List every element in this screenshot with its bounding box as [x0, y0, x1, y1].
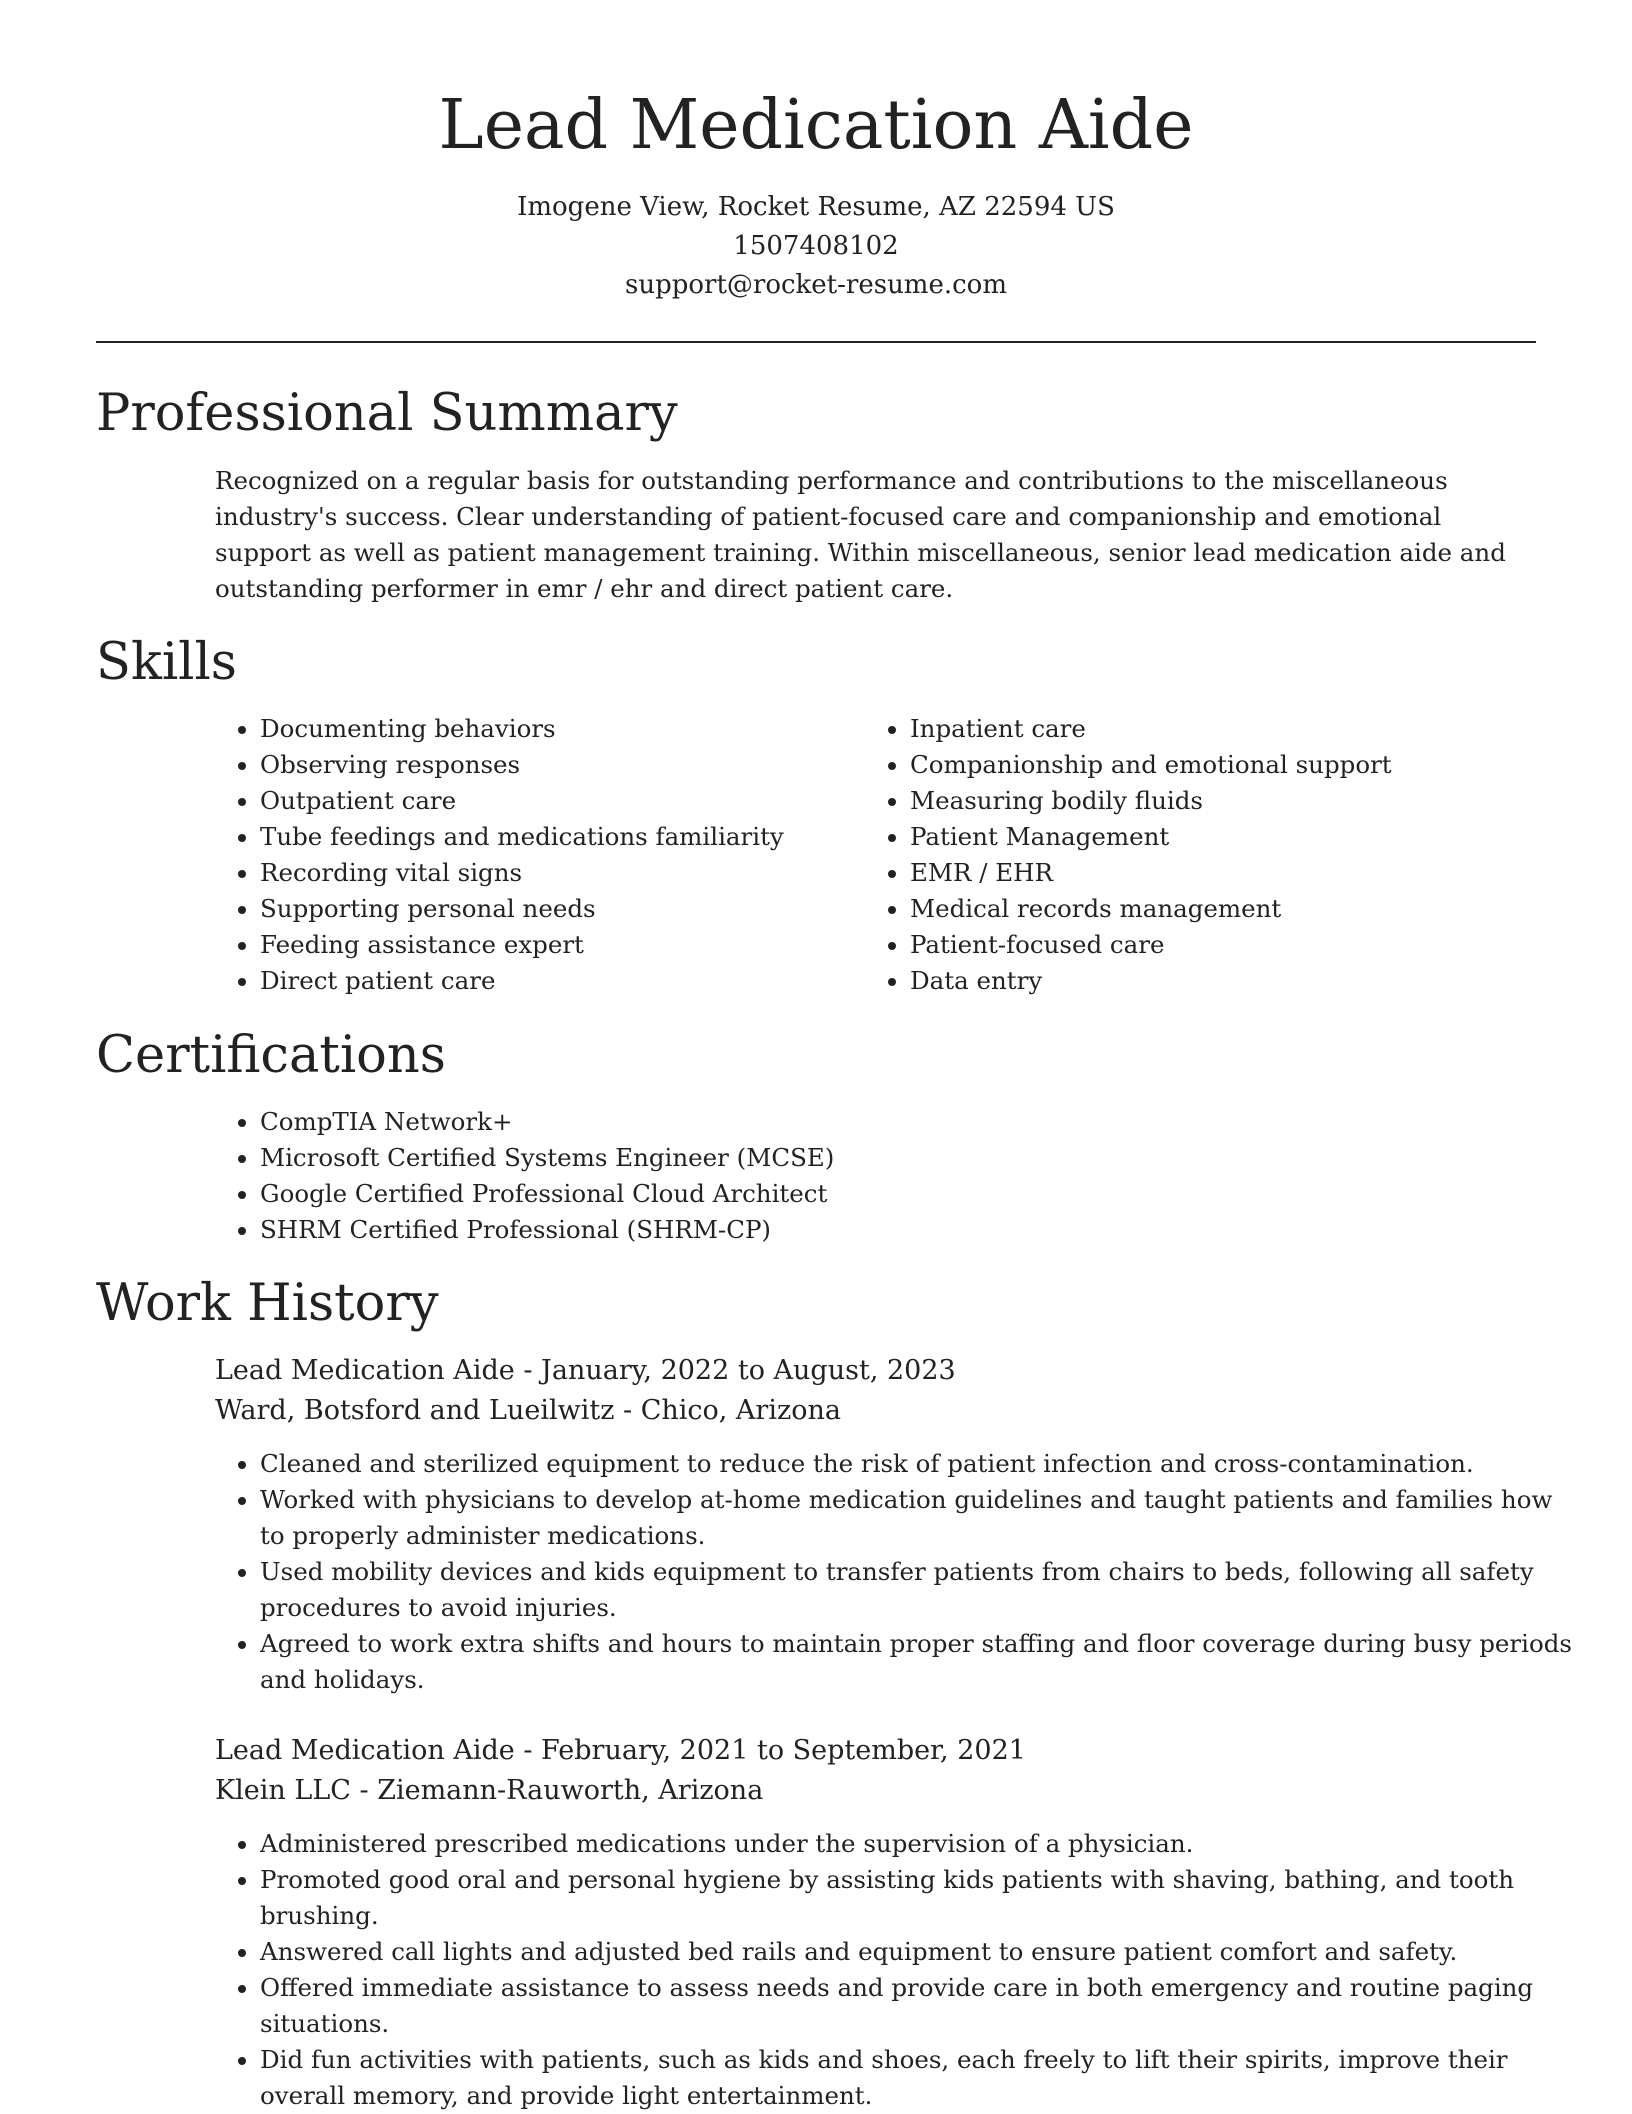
skills-list-left — [215, 711, 820, 999]
resume-header — [96, 78, 1536, 305]
certification-item: • Google Certified Professional Cloud Architect — [260, 1176, 1580, 1212]
job-bullet: • Administered prescribed medications under the supervision of a physician. — [260, 1826, 1580, 1862]
skill-item: • Tube feedings and medications familiarity — [260, 819, 820, 855]
skill-item: • Companionship and emotional support — [910, 747, 1570, 783]
job-bullet: • Agreed to work extra shifts and hours to maintain proper staffing and floor coverage during busy periods and holidays. — [260, 1626, 1580, 1698]
job-bullet: • Used mobility devices and kids equipment to transfer patients from chairs to beds, following all safety procedures to avoid injuries. — [260, 1554, 1580, 1626]
certification-item: • CompTIA Network+ — [260, 1104, 1580, 1140]
contact-address: Imogene View, Rocket Resume, AZ 22594 US — [517, 192, 1115, 222]
job-bullets — [215, 1826, 1580, 2114]
certifications-list — [215, 1104, 1580, 1248]
job-bullet: • Promoted good oral and personal hygiene by assisting kids patients with shaving, bathing, and tooth brushing. — [260, 1862, 1580, 1934]
job-bullet: • Cleaned and sterilized equipment to reduce the risk of patient infection and cross-contamination. — [260, 1446, 1580, 1482]
job-bullet: • Answered call lights and adjusted bed rails and equipment to ensure patient comfort and safety. — [260, 1934, 1580, 1970]
job-bullet: • Worked with physicians to develop at-home medication guidelines and taught patients and families how to properly administer medications. — [260, 1482, 1580, 1554]
job-bullets — [215, 1446, 1580, 1698]
skill-item: • Patient Management — [910, 819, 1570, 855]
summary-heading: Professional Summary — [96, 384, 678, 443]
skill-item: • Medical records management — [910, 891, 1570, 927]
contact-email: support@rocket-resume.com — [624, 270, 1007, 300]
skill-item: • Data entry — [910, 963, 1570, 999]
skill-item: • Direct patient care — [260, 963, 820, 999]
skill-item: • Supporting personal needs — [260, 891, 820, 927]
skill-item: • Measuring bodily fluids — [910, 783, 1570, 819]
skill-item: • Patient-focused care — [910, 927, 1570, 963]
header-divider — [96, 341, 1536, 343]
contact-block — [96, 188, 1536, 305]
job-bullet: • Offered immediate assistance to assess needs and provide care in both emergency and routine paging situations. — [260, 1970, 1580, 2042]
job-title-dates: Lead Medication Aide - February, 2021 to September, 2021 — [215, 1735, 1026, 1766]
contact-phone: 1507408102 — [733, 231, 899, 261]
skill-item: • Feeding assistance expert — [260, 927, 820, 963]
certifications-heading: Certifications — [96, 1026, 446, 1085]
job-title-dates: Lead Medication Aide - January, 2022 to August, 2023 — [215, 1355, 956, 1386]
skill-item: • EMR / EHR — [910, 855, 1570, 891]
work-history-heading: Work History — [96, 1274, 439, 1333]
skill-item: • Outpatient care — [260, 783, 820, 819]
job-company-location: Klein LLC - Ziemann-Rauworth, Arizona — [215, 1775, 764, 1806]
skills-heading: Skills — [96, 633, 237, 692]
skills-list-right — [865, 711, 1570, 999]
summary-text: Recognized on a regular basis for outstanding performance and contributions to the miscellaneous industry's success. Clear understanding of patient-focused care and companionship and emotional support as well as patient management training. Within miscellaneous, senior lead medication aide and outstanding performer in emr / ehr and direct patient care. — [215, 466, 1506, 603]
job-company-location: Ward, Botsford and Lueilwitz - Chico, Arizona — [215, 1395, 841, 1426]
job-bullet: • Did fun activities with patients, such as kids and shoes, each freely to lift their spirits, improve their overall memory, and provide light entertainment. — [260, 2042, 1580, 2114]
candidate-name: Lead Medication Aide — [438, 86, 1194, 165]
certification-item: • Microsoft Certified Systems Engineer (MCSE) — [260, 1140, 1580, 1176]
certification-item: • SHRM Certified Professional (SHRM-CP) — [260, 1212, 1580, 1248]
skill-item: • Observing responses — [260, 747, 820, 783]
skill-item: • Inpatient care — [910, 711, 1570, 747]
skill-item: • Documenting behaviors — [260, 711, 820, 747]
skill-item: • Recording vital signs — [260, 855, 820, 891]
